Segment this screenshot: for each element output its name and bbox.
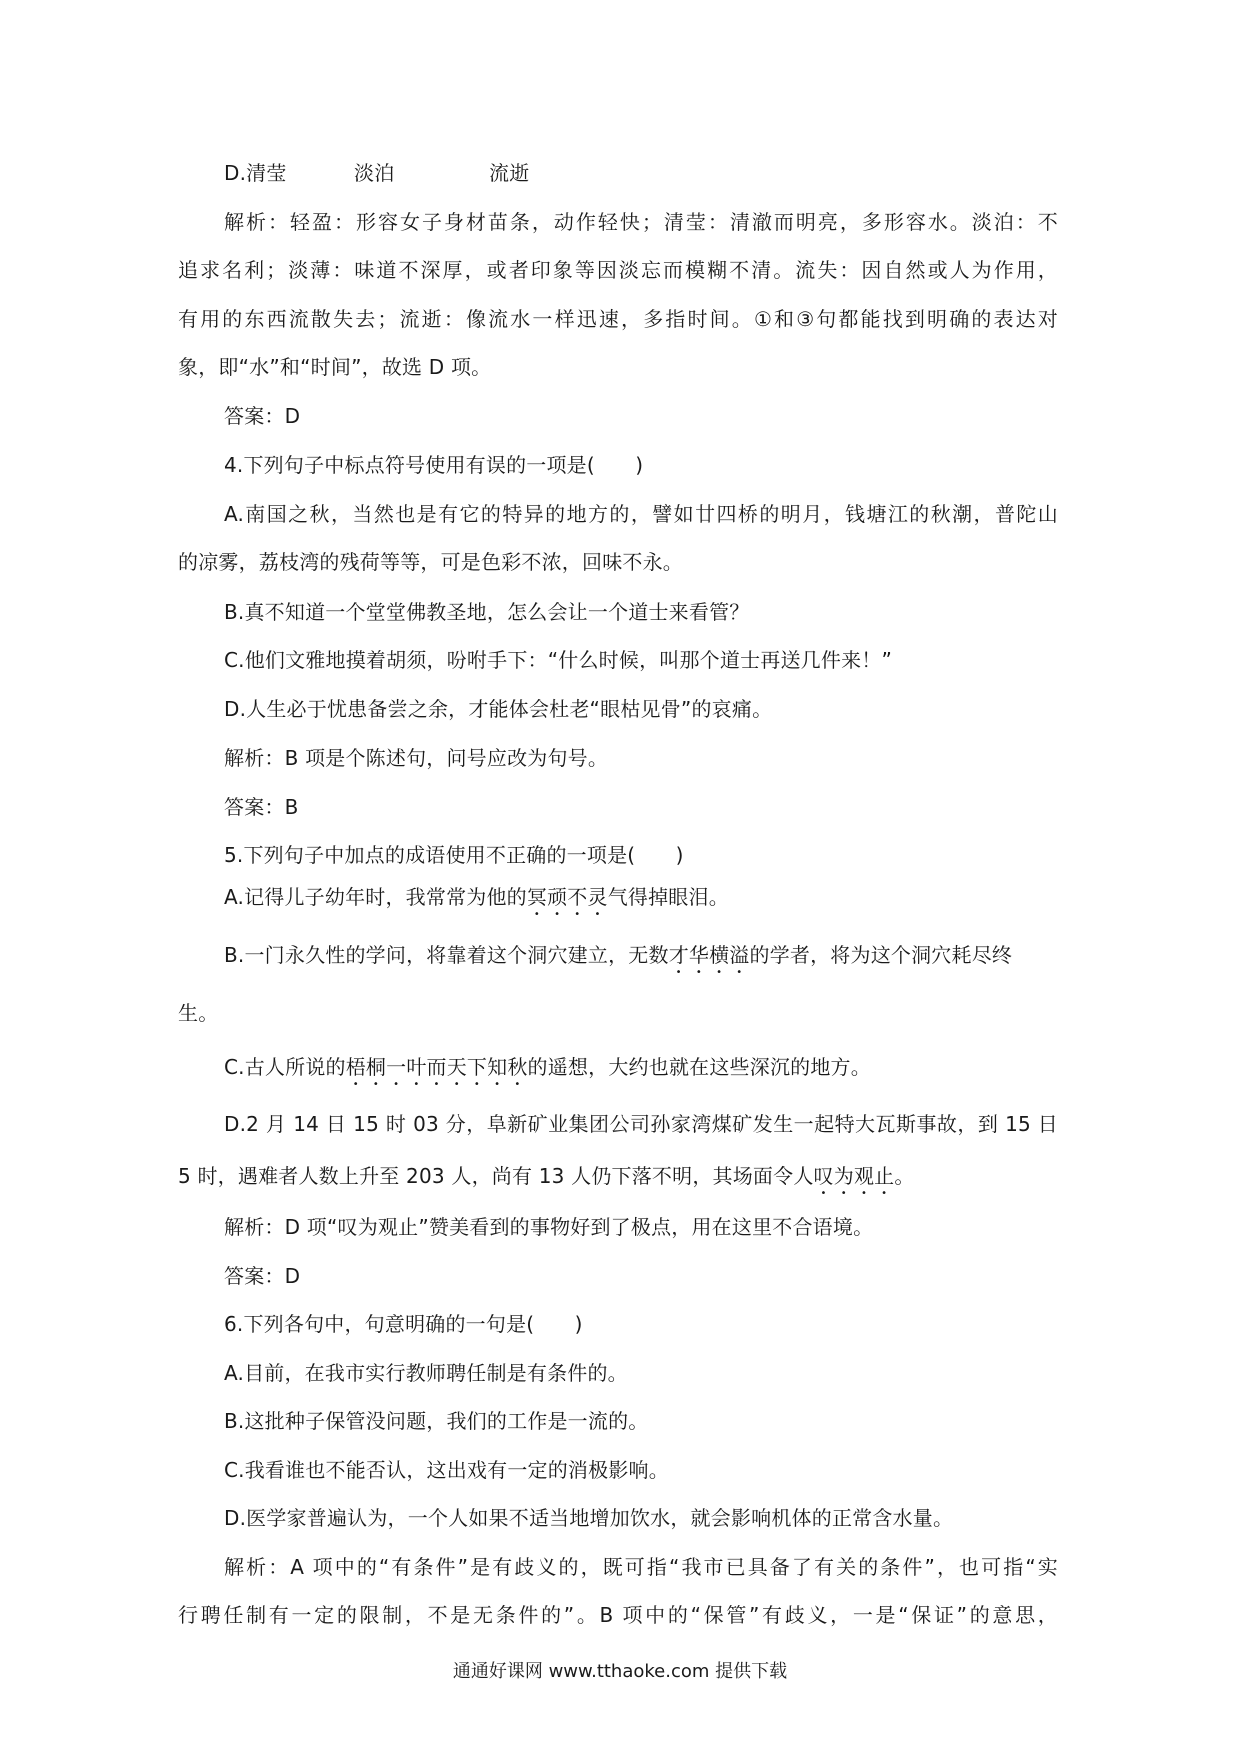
q5-option-a-idiom: 冥顽不灵 <box>526 885 608 909</box>
q6-analysis-line2: 行聘任制有一定的限制，不是无条件的”。B 项中的“保管”有歧义，一是“保证”的意思， <box>178 1603 1058 1627</box>
q6-option-c: C.我看谁也不能否认，这出戏有一定的消极影响。 <box>224 1458 669 1482</box>
q3-analysis-line4: 象，即“水”和“时间”，故选 D 项。 <box>178 355 492 379</box>
q4-option-b: B.真不知道一个堂堂佛教圣地，怎么会让一个道士来看管？ <box>224 600 750 624</box>
q4-stem: 4.下列句子中标点符号使用有误的一项是( ) <box>224 453 644 477</box>
q5-option-b-line1 <box>224 942 1012 978</box>
q5-option-d-line2 <box>178 1163 915 1199</box>
q6-option-a: A.目前，在我市实行教师聘任制是有条件的。 <box>224 1361 628 1385</box>
q5-option-d-text-end: 。 <box>894 1164 915 1188</box>
q6-analysis-line1: 解析：A 项中的“有条件”是有歧义的，既可指“我市已具备了有关的条件”，也可指“实 <box>224 1555 1058 1579</box>
q5-option-d-text: 5 时，遇难者人数上升至 203 人，尚有 13 人仍下落不明，其场面令人 <box>178 1164 814 1188</box>
q3-option-d-word2: 淡泊 <box>354 161 395 185</box>
q5-option-c-text: C.古人所说的 <box>224 1055 346 1079</box>
q4-option-a-line2: 的凉雾，荔枝湾的残荷等等，可是色彩不浓，回味不永。 <box>178 550 683 574</box>
q4-option-c: C.他们文雅地摸着胡须，吩咐手下：“什么时候，叫那个道士再送几件来！” <box>224 648 893 672</box>
page-footer: 通通好课网 www.tthaoke.com 提供下载 <box>452 1661 788 1682</box>
q5-answer: 答案：D <box>224 1264 301 1288</box>
q5-analysis: 解析：D 项“叹为观止”赞美看到的事物好到了极点，用在这里不合语境。 <box>224 1215 874 1239</box>
q5-option-b-text: B.一门永久性的学问，将靠着这个洞穴建立，无数 <box>224 943 669 967</box>
q6-stem: 6.下列各句中，句意明确的一句是( ) <box>224 1312 583 1336</box>
q5-option-d-line1: D.2 月 14 日 15 时 03 分，阜新矿业集团公司孙家湾煤矿发生一起特大瓦斯事故，到 15 日 <box>224 1112 1058 1136</box>
q5-stem: 5.下列句子中加点的成语使用不正确的一项是( ) <box>224 843 684 867</box>
q3-analysis-line2: 追求名利；淡薄：味道不深厚，或者印象等因淡忘而模糊不清。流失：因自然或人为作用， <box>178 258 1058 282</box>
q5-option-a-text-end: 气得掉眼泪。 <box>607 885 729 909</box>
q4-analysis: 解析：B 项是个陈述句，问号应改为句号。 <box>224 746 609 770</box>
q6-option-b: B.这批种子保管没问题，我们的工作是一流的。 <box>224 1409 649 1433</box>
q3-analysis-line1: 解析：轻盈：形容女子身材苗条，动作轻快；清莹：清澈而明亮，多形容水。淡泊：不 <box>224 210 1058 234</box>
q5-option-c-idiom: 梧桐一叶而天下知秋 <box>345 1055 528 1079</box>
q4-answer: 答案：B <box>224 795 299 819</box>
q3-option-d-word3: 流逝 <box>489 161 530 185</box>
q5-option-b-text-end: 的学者，将为这个洞穴耗尽终 <box>749 943 1013 967</box>
q3-analysis-line3: 有用的东西流散失去；流逝：像流水一样迅速，多指时间。①和③句都能找到明确的表达对 <box>178 307 1058 331</box>
q6-option-d: D.医学家普遍认为，一个人如果不适当地增加饮水，就会影响机体的正常含水量。 <box>224 1506 954 1530</box>
q5-option-b-line2: 生。 <box>178 1001 219 1025</box>
q4-option-a-line1: A.南国之秋，当然也是有它的特异的地方的，譬如廿四桥的明月，钱塘江的秋潮，普陀山 <box>224 502 1058 526</box>
q5-option-b-idiom: 才华横溢 <box>668 943 750 967</box>
q3-option-d <box>224 160 529 186</box>
q3-option-d-label: D.清莹 <box>224 161 287 185</box>
q5-option-c <box>224 1054 871 1090</box>
q3-answer: 答案：D <box>224 404 301 428</box>
q5-option-c-text-end: 的遥想，大约也就在这些深沉的地方。 <box>527 1055 871 1079</box>
q4-option-d: D.人生必于忧患备尝之余，才能体会杜老“眼枯见骨”的哀痛。 <box>224 697 773 721</box>
q5-option-a-text: A.记得儿子幼年时，我常常为他的 <box>224 885 527 909</box>
q5-option-d-idiom: 叹为观止 <box>813 1164 895 1188</box>
q5-option-a <box>224 884 729 920</box>
